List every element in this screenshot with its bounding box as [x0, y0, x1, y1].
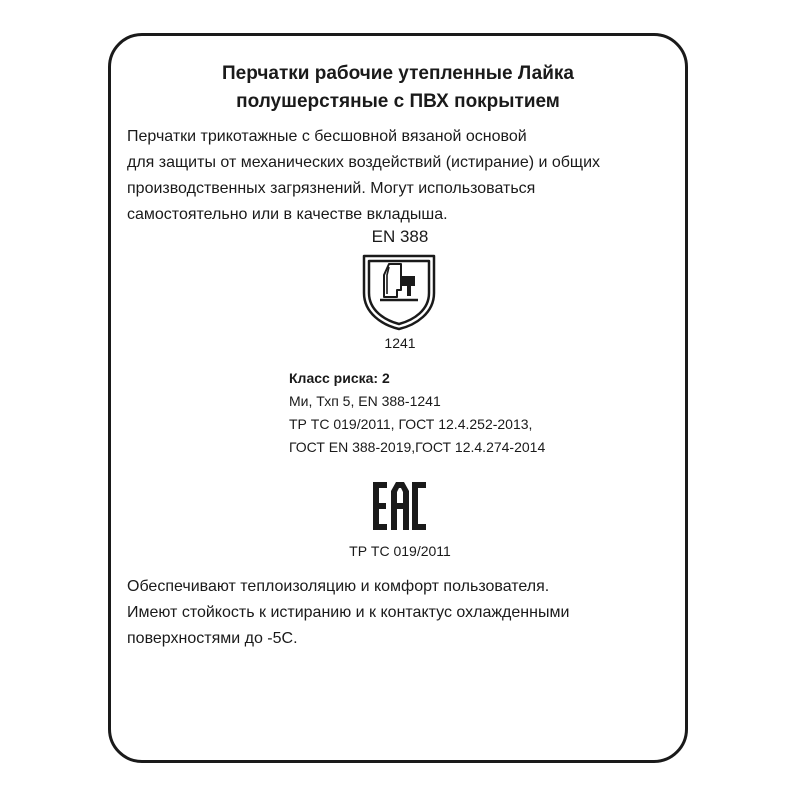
certification-caption: ТР ТС 019/2011	[349, 543, 451, 559]
spec-line: ТР ТС 019/2011, ГОСТ 12.4.252-2013,	[289, 416, 533, 432]
standard-name: EN 388	[371, 227, 429, 246]
description-line: Перчатки трикотажные с бесшовной вязаной основой	[127, 128, 527, 145]
product-features	[127, 574, 672, 652]
mechanical-hazard-shield-icon	[360, 253, 438, 331]
product-title-line-2: полушерстяные с ПВХ покрытием	[236, 91, 560, 112]
spec-line: ГОСТ EN 388-2019,ГОСТ 12.4.274-2014	[289, 439, 546, 455]
feature-line: поверхностями до -5С.	[127, 630, 298, 647]
description-line: самостоятельно или в качестве вкладыша.	[127, 206, 448, 223]
standard-code: 1241	[384, 335, 416, 351]
product-title	[108, 60, 688, 116]
description-line: производственных загрязнений. Могут использоваться	[127, 180, 536, 197]
spec-line: Ми, Тхп 5, EN 388-1241	[289, 393, 441, 409]
risk-class: Класс риска: 2	[289, 370, 390, 386]
product-description	[127, 124, 672, 228]
specifications	[289, 367, 545, 459]
description-line: для защиты от механических воздействий (истирание) и общих	[127, 154, 601, 171]
eac-mark-icon	[372, 481, 428, 531]
product-title-line-1: Перчатки рабочие утепленные Лайка	[221, 63, 574, 84]
feature-line: Имеют стойкость к истиранию и к контактус охлажденными	[127, 604, 570, 621]
feature-line: Обеспечивают теплоизоляцию и комфорт пользователя.	[127, 578, 550, 595]
